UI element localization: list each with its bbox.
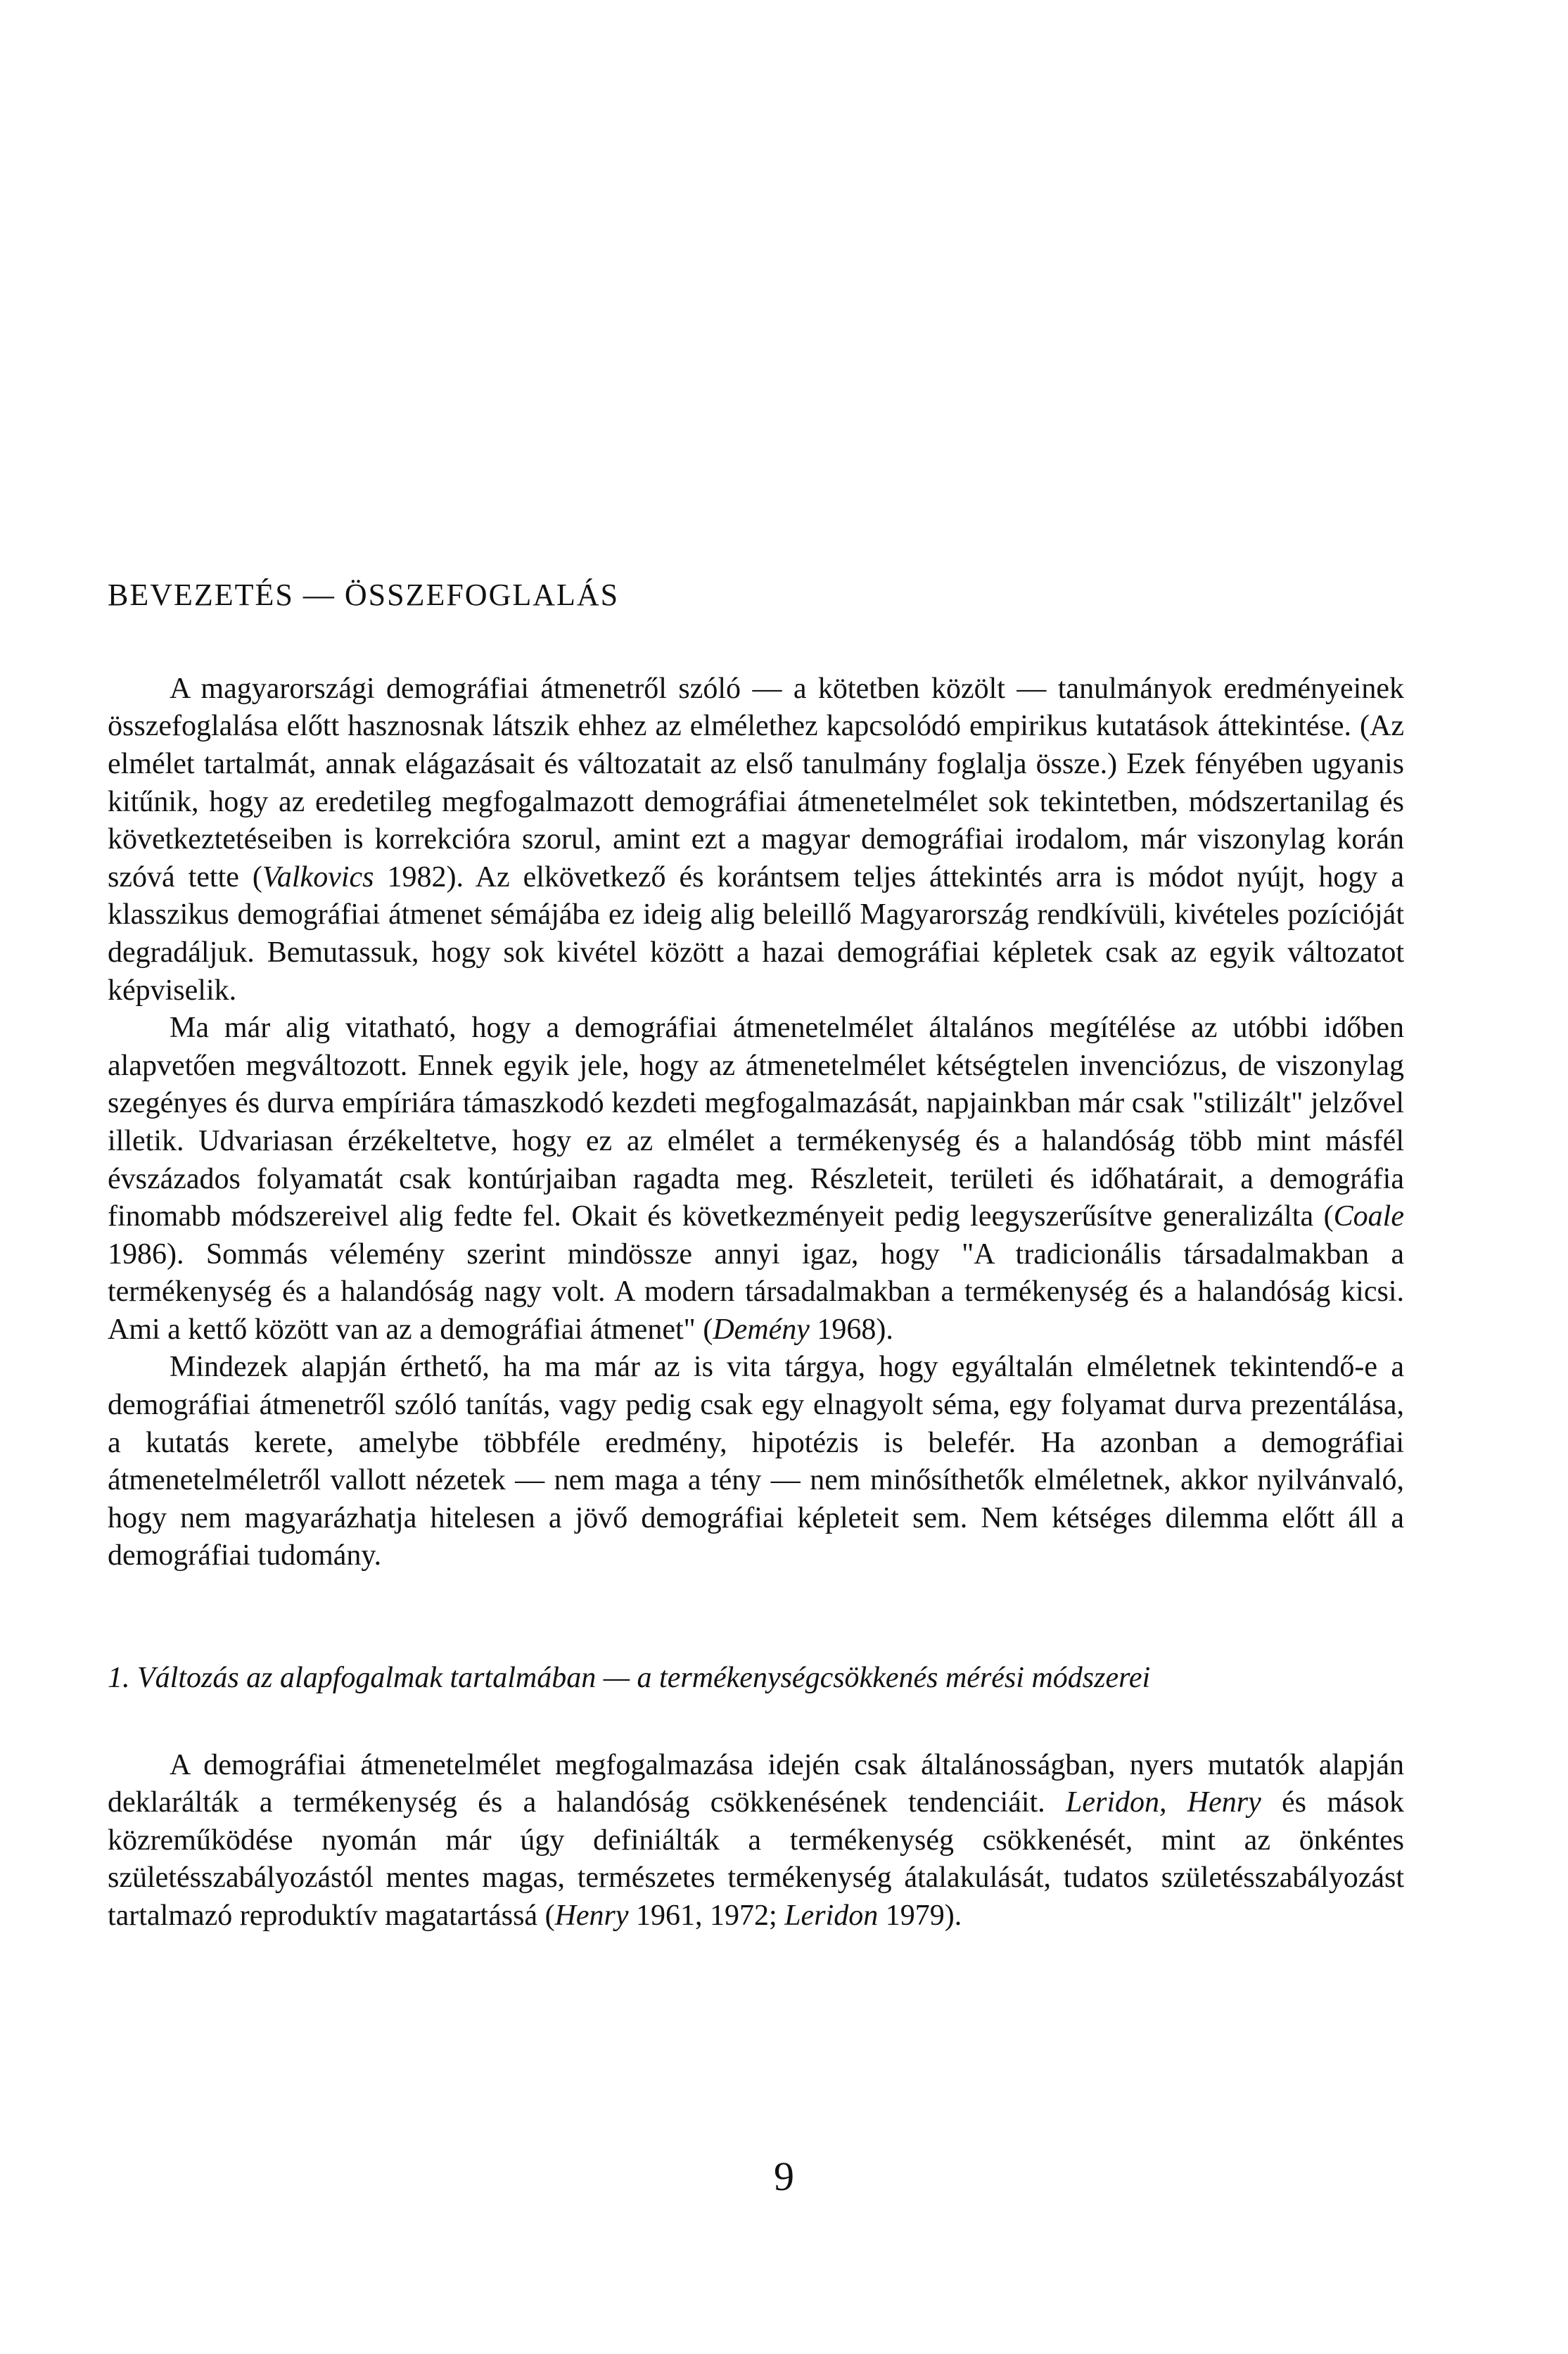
paragraph-2-text-a: Ma már alig vitatható, hogy a demográfiai átmenetelmélet általános megítélése az utóbbi időben alapvetően megváltozott. Ennek egyik jele, hogy az átmenetelmélet kétségtelen invenciózus, de viszonylag szegényes és durva empíriára támaszkodó kezdeti megfogalmazását, napjainkban már csak "stilizált" jelzővel illetik. Udvariasan érzékeltetve, hogy ez az elmélet a termékenység és a halandóság több mint másfél évszázados folyamatát csak kontúrjaiban ragadta meg. Részleteit, területi és időhatárait, a demográfia finomabb módszereivel alig fedte fel. Okait és következményeit pedig leegyszerűsítve generalizálta ( [108, 1012, 1404, 1233]
paragraph-4-text-a: A demográfiai átmenetelmélet megfogalmazása idején csak általánosságban, nyers mutatók alapján deklarálták a termékenység és a halandóság csökkenésének tendenciáit. [108, 1748, 1404, 1819]
citation-coale: Coale [1333, 1200, 1404, 1233]
paragraph-4-text-d: 1979). [878, 1900, 962, 1933]
paragraph-2-text-b: 1986). Sommás vélemény szerint mindössze annyi igaz, hogy "A tradicionális társadalmakban a termékenység és a halandóság nagy volt. A modern társadalmakban a termékenység és a halandóság kicsi. Ami a kettő között van az a demográfiai átmenet" ( [108, 1238, 1404, 1346]
paragraph-4-text-c: 1961, 1972; [628, 1900, 785, 1933]
paragraph-4 [108, 1747, 1404, 1935]
paragraph-1-text-b: 1982). Az elkövetkező és korántsem teljes áttekintés arra is módot nyújt, hogy a klasszikus demográfiai átmenet sémájába ez ideig alig beleillő Magyarország rendkívüli, kivételes pozícióját degradáljuk. Bemutassuk, hogy sok kivétel között a hazai demográfiai képletek csak az egyik változatot képviselik. [108, 860, 1405, 1007]
section-heading [108, 1660, 1404, 1698]
paragraph-3-text: Mindezek alapján érthető, ha ma már az is vita tárgya, hogy egyáltalán elméletnek tekintendő-e a demográfiai átmenetről szóló tanítás, vagy pedig csak egy elnagyolt séma, egy folyamat durva prezentálása, a kutatás kerete, amelybe többféle eredmény, hipotézis is belefér. Ha azonban a demográfiai átmenetelméletről vallott nézetek — nem maga a tény — nem minősíthetők elméletnek, akkor nyilvánvaló, hogy nem magyarázhatja hitelesen a jövő demográfiai képleteit sem. Nem kétséges dilemma előtt áll a demográfiai tudomány. [108, 1351, 1404, 1572]
page-body [108, 577, 1404, 1935]
paragraph-1-text-a: A magyarországi demográfiai átmenetről szóló — a kötetben közölt — tanulmányok eredményeinek összefoglalása előtt hasznosnak látszik ehhez az elmélethez kapcsolódó empirikus kutatások áttekintése. (Az elmélet tartalmát, annak elágazásait és változatait az első tanulmány foglalja össze.) Ezek fényében ugyanis kitűnik, hogy az eredetileg megfogalmazott demográfiai átmenetelmélet sok tekintetben, módszertanilag és következtetéseiben is korrekcióra szorul, amint ezt a magyar demográfiai irodalom, már viszonylag korán szóvá tette ( [108, 672, 1404, 893]
paragraph-4-text-b: és mások közreműködése nyomán már úgy definiálták a termékenység csökkenését, mint az önkéntes születésszabályozástól mentes magas, természetes termékenység átalakulását, tudatos születésszabályozást tartalmazó reproduktív magatartássá ( [108, 1786, 1404, 1933]
paragraph-3 [108, 1349, 1404, 1575]
section-number: 1. [108, 1662, 130, 1695]
citation-demeny: Demény [713, 1313, 810, 1346]
chapter-heading: BEVEZETÉS — ÖSSZEFOGLALÁS [108, 578, 620, 612]
citation-valkovics: Valkovics [262, 860, 374, 893]
citation-leridon: Leridon [784, 1900, 879, 1933]
citation-leridon-henry: Leridon, Henry [1065, 1786, 1261, 1819]
paragraph-2 [108, 1010, 1404, 1349]
section-title-text: Változás az alapfogalmak tartalmában — a termékenységcsökkenés mérési módszerei [129, 1662, 1151, 1695]
citation-henry: Henry [554, 1900, 629, 1933]
page-number: 9 [774, 2153, 794, 2199]
paragraph-2-text-c: 1968). [809, 1313, 893, 1346]
paragraph-1 [108, 670, 1404, 1010]
